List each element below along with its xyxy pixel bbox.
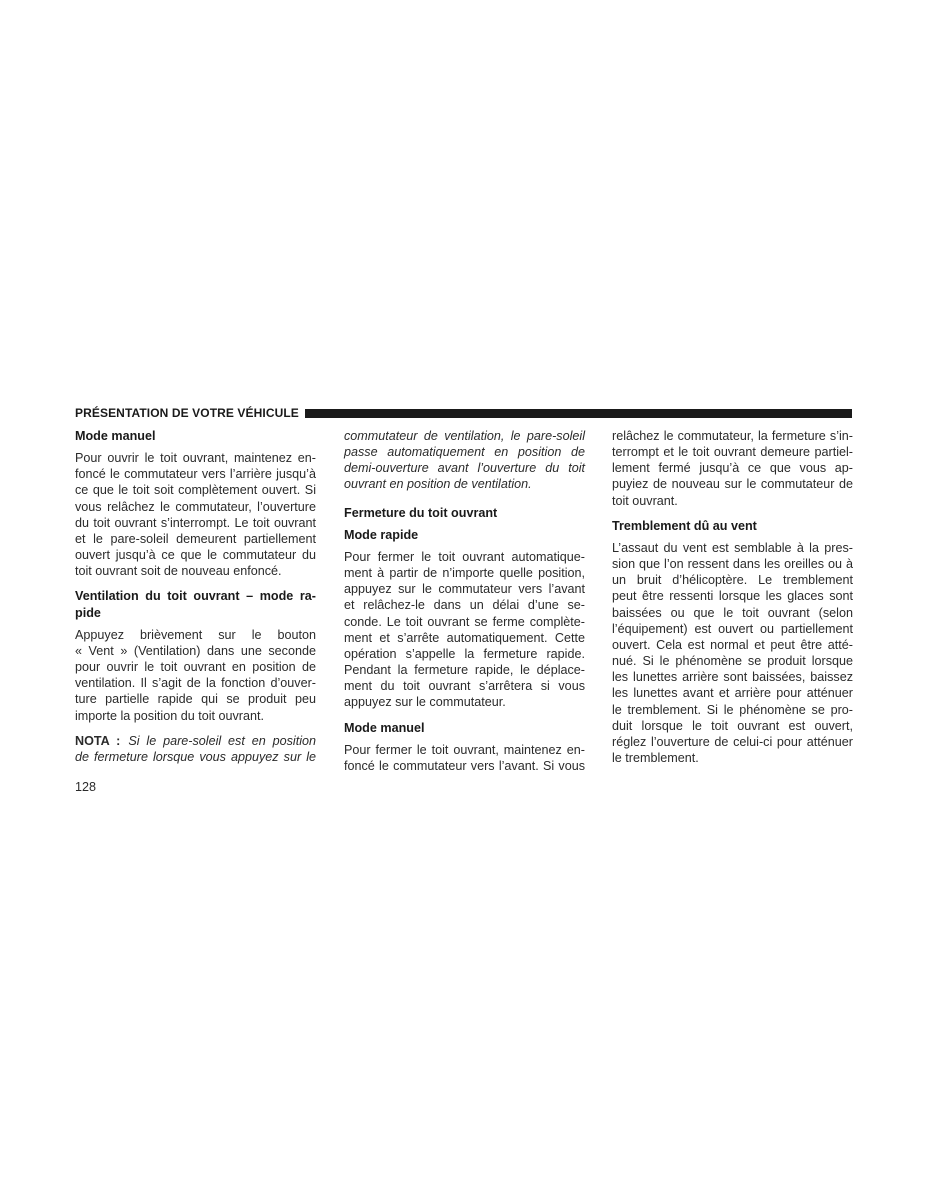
nota-label: NOTA : [75,733,121,748]
column-2 [344,428,585,774]
paragraph-fermeture-manuelle: Pour fermer le toit ouvrant, maintenez en- foncé le commutateur vers l’avant. Si vous [344,742,585,773]
paragraph-fermeture-rapide: Pour fermer le toit ouvrant automatique- ment à partir de n’importe quelle position, appuyez sur le commutateur vers l’avant et relâchez-le dans un délai d’une se- conde. Le toit ouvrant se ferme complète- ment et s’arrête automatiquement. Cette opération s’appelle la fermeture rapide. Pendant la fermeture rapide, le déplace- ment du toit ouvrant s’arrêtera si vous appuyez sur le commutateur. [344,549,585,710]
heading-ventilation-rapide: Ventilation du toit ouvrant – mode ra- pide [75,589,316,620]
page-number: 128 [75,780,97,794]
header-rule [305,409,852,418]
paragraph-ventilation: Appuyez brièvement sur le bouton « Vent » (Ventilation) dans une seconde pour ouvrir le toit ouvrant en position de ventilation. Il s’agit de la fonction d’ouver- ture partielle rapide qui se produit peu importe la position du toit ouvrant. [75,627,316,723]
heading-tremblement-vent: Tremblement dû au vent [612,518,757,533]
heading-fermeture-toit: Fermeture du toit ouvrant [344,505,498,520]
column-1 [75,428,316,765]
section-title: PRÉSENTATION DE VOTRE VÉHICULE [75,406,299,420]
paragraph-tremblement: L’assaut du vent est semblable à la pres- sion que l’on ressent dans les oreilles ou à un bruit d’hélicoptère. Le tremblement peut être ressenti lorsque les glaces sont baissées ou que le toit ouvrant (selon l’équipement) est ouvert ou partiellement ouvert. Cela est normal et peut être atté- nué. Si le phénomène se produit lorsque les lunettes arrière sont baissées, baissez les lunettes avant et arrière pour atténuer le tremblement. Si le phénomène se pro- duit lorsque le toit ouvrant est ouvert, réglez l’ouverture de celui-ci pour atténuer le tremblement. [612,540,853,765]
heading-mode-manuel-fermeture: Mode manuel [344,720,425,735]
column-3 [612,428,853,775]
nota-continuation: commutateur de ventilation, le pare-soleil passe automatiquement en position de demi-ouverture avant l’ouverture du toit ouvrant en position de ventilation. [344,429,585,492]
paragraph-fermeture-manuelle-suite: relâchez le commutateur, la fermeture s’in- terrompt et le toit ouvrant demeure partiel- lement fermé jusqu’à ce que vous ap- puyiez de nouveau sur le commutateur de toit ouvrant. [612,429,853,508]
section-header [75,405,852,421]
paragraph-ouverture-manuelle: Pour ouvrir le toit ouvrant, maintenez en- foncé le commutateur vers l’arrière jusqu’à ce que le toit soit complètement ouvert. Si vous relâchez le commutateur, l’ouverture du toit ouvrant s’interrompt. Le toit ouvrant et le pare-soleil demeurent partiellement ouvert jusqu’à ce que le commutateur du toit ouvrant soit de nouveau enfoncé. [75,451,316,579]
heading-mode-manuel-ouverture: Mode manuel [75,429,156,443]
heading-mode-rapide: Mode rapide [344,527,419,542]
nota-block: NOTA : Si le pare-soleil est en position de fermeture lorsque vous appuyez sur le [75,733,317,764]
